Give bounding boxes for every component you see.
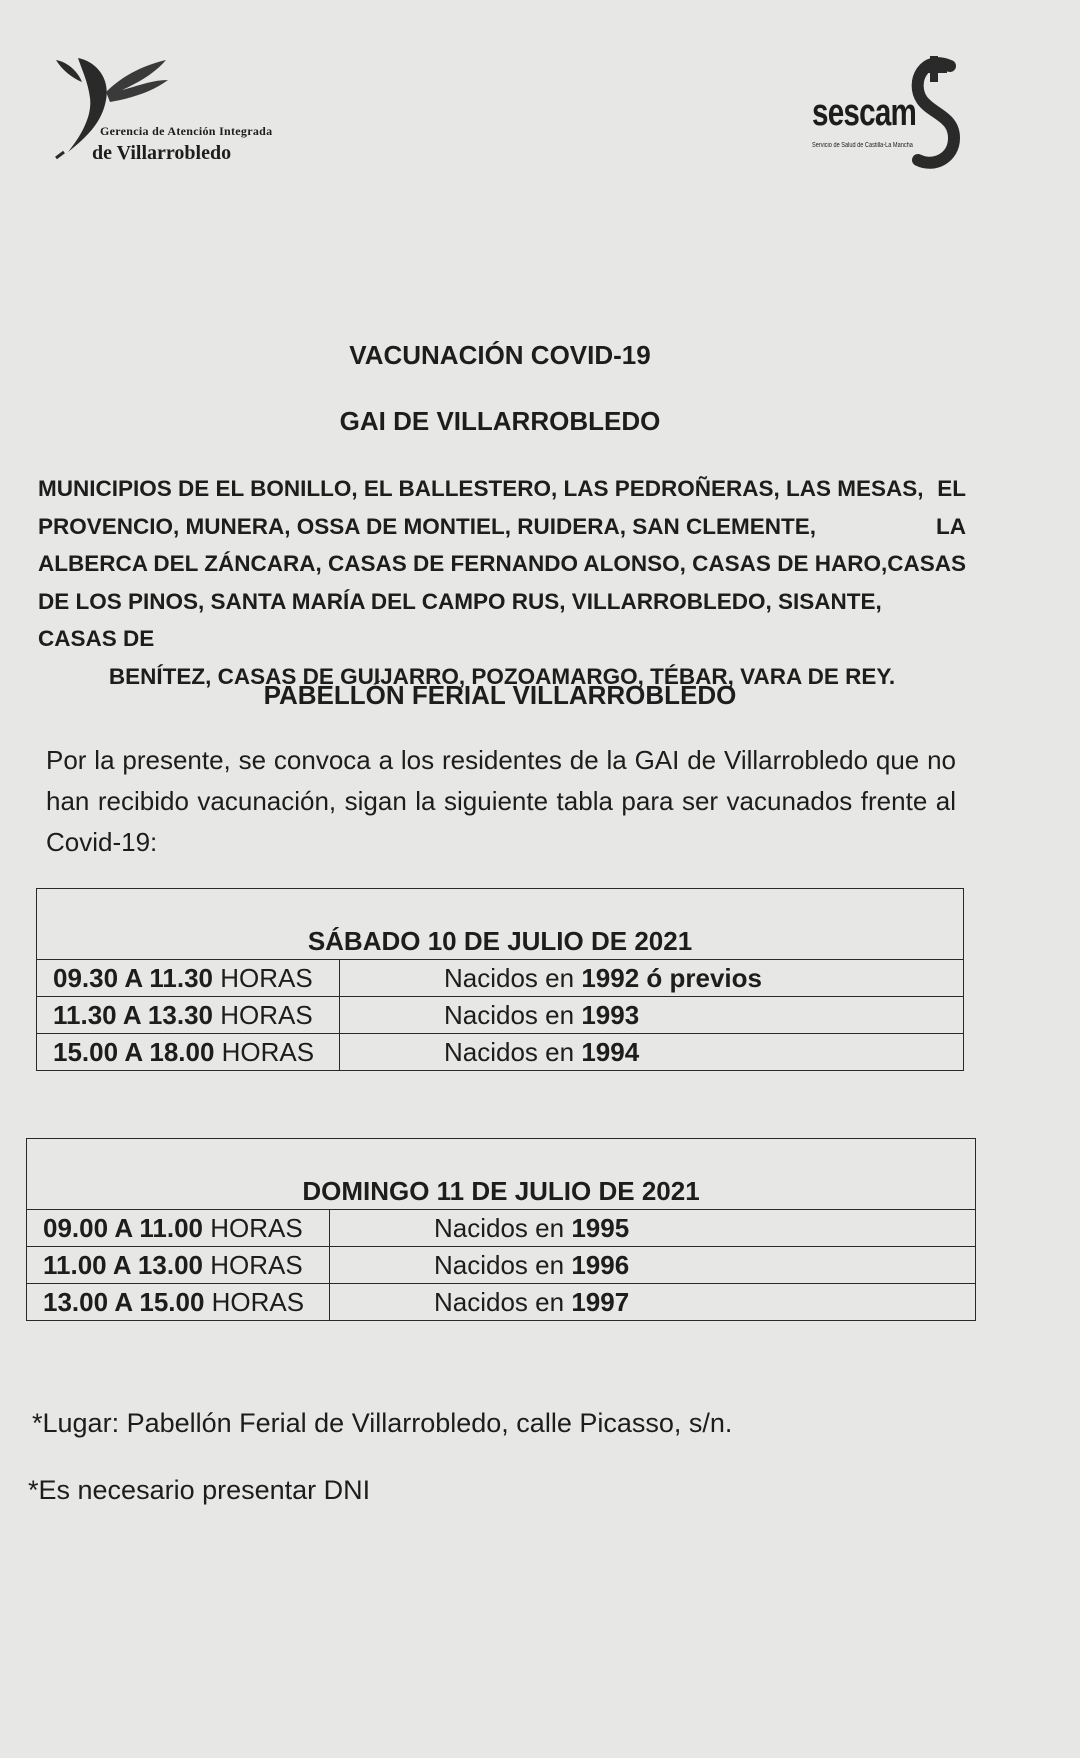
time-unit: HORAS (221, 1036, 315, 1067)
schedule-table-sunday (26, 1138, 976, 1321)
birth-year: 1997 (571, 1286, 630, 1317)
municipalities-text-tail: CASAS (887, 551, 966, 576)
municipalities-line (38, 508, 966, 546)
schedule-day-header: SÁBADO 10 DE JULIO DE 2021 (37, 889, 964, 960)
note-location: *Lugar: Pabellón Ferial de Villarrobledo, calle Picasso, s/n. (32, 1408, 733, 1438)
time-cell (27, 1284, 330, 1321)
document-subtitle: GAI DE VILLARROBLEDO (339, 406, 661, 436)
time-range: 15.00 A 18.00 (53, 1036, 215, 1067)
municipalities-text: MUNICIPIOS DE EL BONILLO, EL BALLESTERO, LAS PEDROÑERAS, LAS MESAS, (38, 476, 924, 501)
table-row (27, 1247, 976, 1284)
time-range: 13.00 A 15.00 (43, 1286, 205, 1317)
table-row (37, 997, 964, 1034)
logo-line2: de Villarrobledo (92, 142, 232, 164)
time-cell (27, 1247, 330, 1284)
table-row (27, 1284, 976, 1321)
table-row (37, 960, 964, 997)
document-title: VACUNACIÓN COVID-19 (349, 340, 651, 370)
birth-year-cell (340, 997, 964, 1034)
municipalities-line (38, 470, 966, 508)
desc-prefix: Nacidos en (434, 1249, 565, 1280)
gai-villarrobledo-logo (48, 52, 328, 172)
municipalities-line (38, 583, 966, 658)
municipalities-text-tail: EL (937, 476, 966, 501)
logo-line1: Gerencia de Atención Integrada (100, 124, 273, 138)
sescam-s-cross-icon (910, 48, 962, 178)
birth-year-cell (330, 1210, 976, 1247)
birth-year: 1992 ó previos (581, 962, 762, 993)
time-unit: HORAS (220, 962, 313, 993)
table-row (37, 1034, 964, 1071)
intro-paragraph: Por la presente, se convoca a los residentes de la GAI de Villarrobledo que no han recibido vacunación, sigan la siguiente tabla para ser vacunados frente al Covid-19: (46, 745, 956, 857)
time-range: 11.30 A 13.30 (53, 999, 213, 1030)
desc-prefix: Nacidos en (444, 1036, 575, 1067)
municipalities-line (38, 545, 966, 583)
birth-year: 1996 (571, 1249, 630, 1280)
municipalities-text-tail: LA (936, 513, 966, 539)
desc-prefix: Nacidos en (444, 999, 575, 1030)
table-row (27, 1210, 976, 1247)
municipalities-text: DE LOS PINOS, SANTA MARÍA DEL CAMPO RUS, VILLARROBLEDO, SISANTE, CASAS DE (38, 588, 882, 651)
sescam-subtitle: Servicio de Salud de Castilla-La Mancha (812, 142, 913, 149)
time-cell (27, 1210, 330, 1247)
schedule-day-header: DOMINGO 11 DE JULIO DE 2021 (27, 1139, 976, 1210)
birth-year-cell (330, 1284, 976, 1321)
time-range: 11.00 A 13.00 (43, 1249, 203, 1280)
desc-prefix: Nacidos en (434, 1212, 565, 1243)
time-range: 09.00 A 11.00 (43, 1212, 203, 1243)
birth-year-cell (330, 1247, 976, 1284)
time-cell (37, 960, 340, 997)
time-cell (37, 1034, 340, 1071)
note-dni: *Es necesario presentar DNI (28, 1475, 371, 1505)
birth-year-cell (340, 960, 964, 997)
municipalities-list (38, 470, 966, 695)
venue-title: PABELLÓN FERIAL VILLARROBLEDO (263, 680, 737, 710)
municipalities-text: BENÍTEZ, CASAS DE GUIJARRO, POZOAMARGO, TÉBAR, VARA DE REY. (108, 663, 896, 689)
municipalities-text: PROVENCIO, MUNERA, OSSA DE MONTIEL, RUIDERA, SAN CLEMENTE, (38, 513, 816, 539)
municipalities-text: ALBERCA DEL ZÁNCARA, CASAS DE FERNANDO ALONSO, CASAS DE HARO, (38, 551, 888, 576)
time-cell (37, 997, 340, 1034)
birth-year: 1993 (581, 999, 640, 1030)
sescam-brand: sescam (812, 92, 917, 134)
time-unit: HORAS (210, 1212, 303, 1243)
sescam-logo (812, 48, 972, 178)
desc-prefix: Nacidos en (444, 962, 575, 993)
schedule-table-saturday (36, 888, 964, 1071)
time-unit: HORAS (220, 999, 313, 1030)
time-unit: HORAS (211, 1286, 305, 1317)
time-range: 09.30 A 11.30 (53, 962, 213, 993)
birth-year: 1995 (571, 1212, 630, 1243)
birth-year: 1994 (581, 1036, 640, 1067)
birth-year-cell (340, 1034, 964, 1071)
time-unit: HORAS (210, 1249, 303, 1280)
desc-prefix: Nacidos en (434, 1286, 565, 1317)
